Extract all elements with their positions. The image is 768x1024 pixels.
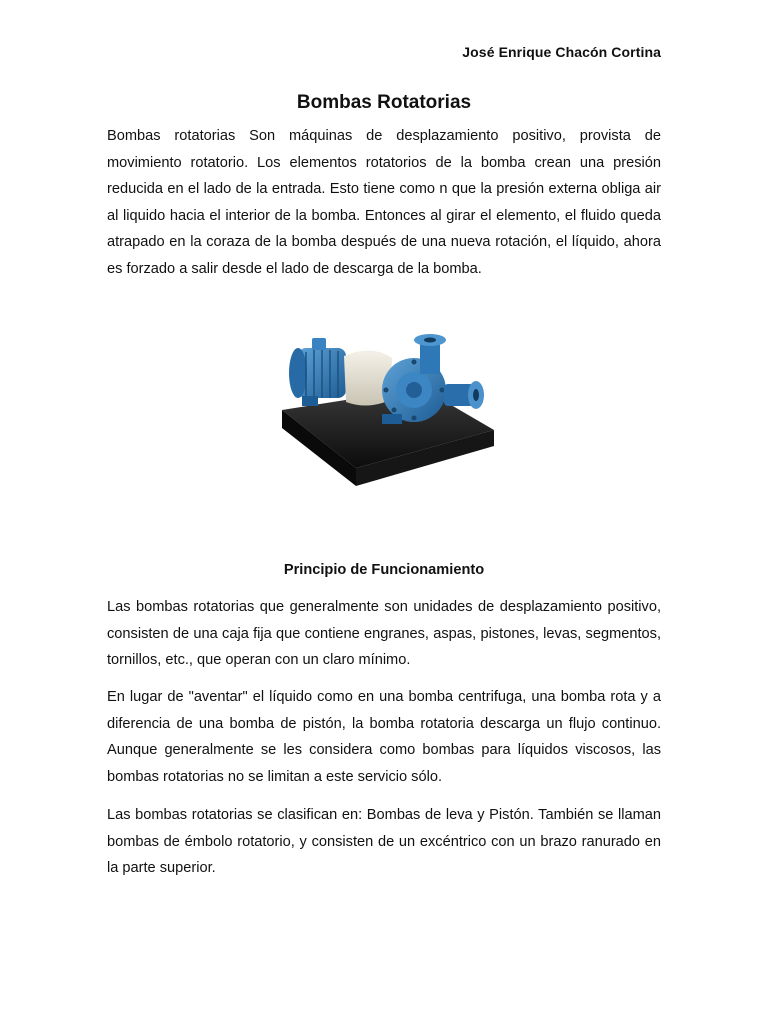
- body-paragraph: Las bombas rotatorias se clasifican en: Bombas de leva y Pistón. También se llaman bombas de émbolo rotatorio, y consisten de un excéntrico con un brazo ranurado en la parte superior.: [107, 807, 661, 876]
- body-paragraph: En lugar de "aventar" el líquido como en una bomba centrifuga, una bomba rota y a diferencia de una bomba de pistón, la bomba rotatoria descarga un flujo continuo. Aunque generalmente se les considera como bombas para líquidos viscosos, las bombas rotatorias no se limitan a este servicio sólo.: [107, 689, 661, 785]
- page-title: Bombas Rotatorias: [296, 92, 472, 113]
- body-paragraph: Las bombas rotatorias que generalmente son unidades de desplazamiento positivo, consisten de una caja fija que contiene engranes, aspas, pistones, levas, segmentos, tornillos, etc., que operan con un claro mínimo.: [107, 599, 661, 668]
- section-heading: Principio de Funcionamiento: [283, 562, 485, 578]
- intro-paragraph: Bombas rotatorias Son máquinas de desplazamiento positivo, provista de movimiento rotatorio. Los elementos rotatorios de la bomba crean una presión reducida en el lado de la entrada. Esto tiene como n que la presión externa obliga air al liquido hacia el interior de la bomba. Entonces al girar el elemento, el fluido queda atrapado en la coraza de la bomba después de una nueva rotación, el líquido, ahora es forzado a salir desde el lado de descarga de la bomba.: [107, 128, 661, 277]
- author-name: José Enrique Chacón Cortina: [462, 44, 661, 60]
- pump-image: [272, 318, 500, 498]
